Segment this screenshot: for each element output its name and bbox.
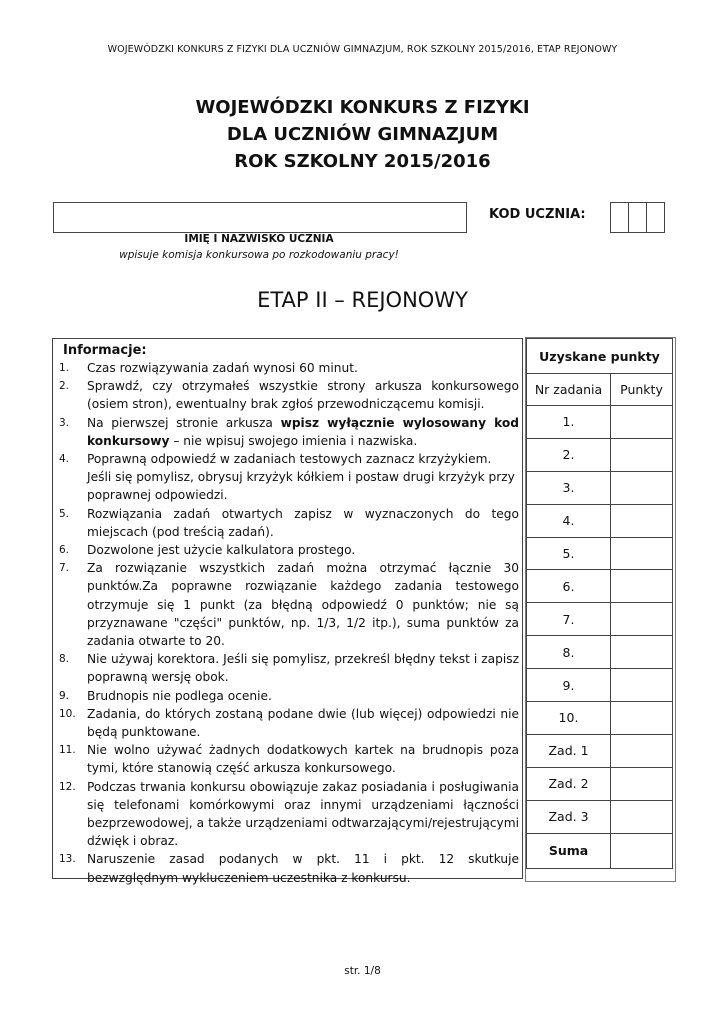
- points-cell[interactable]: [611, 537, 673, 570]
- task-number-cell: 1.: [527, 406, 611, 439]
- information-list: [59, 359, 519, 887]
- table-row: [527, 603, 673, 636]
- list-item: [59, 741, 519, 777]
- student-code-box-3[interactable]: [646, 202, 665, 233]
- page-title: [0, 94, 725, 175]
- task-number-cell: 6.: [527, 570, 611, 603]
- information-box: [52, 338, 523, 885]
- student-code-box-1[interactable]: [610, 202, 629, 233]
- points-cell[interactable]: [611, 603, 673, 636]
- task-number-cell: 5.: [527, 537, 611, 570]
- list-item: [59, 559, 519, 650]
- student-name-note: wpisuje komisja konkursowa po rozkodowaniu pracy!: [119, 249, 399, 261]
- table-row: [527, 800, 673, 833]
- item-text: Naruszenie zasad podanych w pkt. 11 i pkt. 12 skutkuje bezwzględnym wykluczeniem uczestnika z konkursu.: [87, 852, 519, 885]
- item-text: Sprawdź, czy otrzymałeś wszystkie strony arkusza konkursowego (osiem stron), ewentualny brak zgłoś przewodniczącemu komisji.: [87, 379, 519, 412]
- task-number-cell: 10.: [527, 702, 611, 735]
- item-number: 1.: [59, 362, 70, 374]
- task-number-cell: 7.: [527, 603, 611, 636]
- list-item: [59, 505, 519, 541]
- item-number: 9.: [59, 689, 70, 702]
- list-item: [59, 450, 519, 505]
- list-item: [59, 414, 519, 450]
- item-number: 13.: [59, 853, 76, 866]
- task-number-cell: Zad. 2: [527, 767, 611, 800]
- points-cell[interactable]: [611, 406, 673, 439]
- title-line-2: DLA UCZNIÓW GIMNAZJUM: [226, 124, 499, 145]
- item-text: Zadania, do których zostaną podane dwie (lub więcej) odpowiedzi nie będą punktowane.: [87, 706, 519, 740]
- points-cell[interactable]: [611, 669, 673, 702]
- item-text: Nie wolno używać żadnych dodatkowych kartek na brudnopis poza tymi, które stanowią część arkusza konkursowego.: [87, 743, 519, 776]
- item-text: Czas rozwiązywania zadań wynosi 60 minut.: [87, 361, 358, 375]
- item-number: 6.: [59, 544, 70, 557]
- item-text: [87, 414, 519, 450]
- points-cell[interactable]: [611, 504, 673, 537]
- sum-points-cell[interactable]: [611, 833, 673, 868]
- item-number: 11.: [59, 744, 76, 757]
- list-item: [59, 778, 519, 851]
- points-cell[interactable]: [611, 570, 673, 603]
- table-row: [527, 438, 673, 471]
- task-number-cell: 3.: [527, 471, 611, 504]
- table-row: [527, 734, 673, 767]
- table-row: [527, 471, 673, 504]
- points-cell[interactable]: [611, 438, 673, 471]
- item-text: Poprawną odpowiedź w zadaniach testowych zaznacz krzyżykiem. Jeśli się pomylisz, obrysuj krzyżyk kółkiem i postaw drugi krzyżyk przy poprawnej odpowiedzi.: [87, 452, 515, 503]
- item-number: 8.: [59, 653, 70, 666]
- table-row: [527, 636, 673, 669]
- task-number-cell: Zad. 1: [527, 734, 611, 767]
- points-cell[interactable]: [611, 767, 673, 800]
- list-item: [59, 541, 519, 559]
- score-table: [526, 338, 673, 869]
- task-number-cell: 4.: [527, 504, 611, 537]
- information-title: Informacje:: [63, 343, 147, 358]
- item-text-emphasis: wpisz wyłącznie wylosowany kod konkursowy: [87, 415, 519, 448]
- list-item: [59, 359, 519, 377]
- table-row: [527, 669, 673, 702]
- student-code-field[interactable]: [611, 202, 665, 233]
- score-table-title: Uzyskane punkty: [527, 339, 673, 374]
- points-cell[interactable]: [611, 800, 673, 833]
- sum-label: Suma: [527, 833, 611, 868]
- table-row: [527, 504, 673, 537]
- task-number-cell: 8.: [527, 636, 611, 669]
- column-header-points: Punkty: [611, 374, 673, 406]
- item-text: Podczas trwania konkursu obowiązuje zakaz posiadania i posługiwania się telefonami komórkowymi oraz innymi urządzeniami łączności bezprzewodowej, a także urządzeniami odtwarzającymi/rejestrującymi dźwięk i obraz.: [87, 779, 519, 849]
- student-code-box-2[interactable]: [628, 202, 647, 233]
- student-code-label: KOD UCZNIA:: [489, 207, 586, 222]
- item-text: Dozwolone jest użycie kalkulatora prostego.: [87, 543, 356, 558]
- table-row: [527, 570, 673, 603]
- item-number: 10.: [59, 707, 76, 720]
- item-number: 3.: [59, 416, 70, 429]
- table-row: [527, 537, 673, 570]
- item-text: Brudnopis nie podlega ocenie.: [87, 688, 272, 703]
- table-row: [527, 767, 673, 800]
- item-number: 4.: [59, 453, 70, 466]
- item-number: 7.: [59, 562, 70, 575]
- page-number: str. 1/8: [344, 965, 381, 977]
- points-cell[interactable]: [611, 636, 673, 669]
- points-cell[interactable]: [611, 702, 673, 735]
- item-text-part: – nie wpisuj swojego imienia i nazwiska.: [169, 433, 418, 448]
- points-cell[interactable]: [611, 734, 673, 767]
- task-number-cell: 2.: [527, 438, 611, 471]
- stage-title: ETAP II – REJONOWY: [257, 288, 468, 312]
- list-item: [59, 650, 519, 686]
- student-name-label: IMIĘ I NAZWISKO UCZNIA: [184, 233, 334, 245]
- task-number-cell: 9.: [527, 669, 611, 702]
- task-number-cell: Zad. 3: [527, 800, 611, 833]
- item-text-part: Na pierwszej stronie arkusza: [87, 415, 281, 430]
- title-line-3: ROK SZKOLNY 2015/2016: [234, 151, 491, 172]
- student-name-field[interactable]: [53, 202, 467, 233]
- score-rows: [527, 406, 673, 834]
- item-number: 5.: [59, 507, 70, 520]
- list-item: [59, 377, 519, 413]
- list-item: [59, 850, 519, 886]
- column-header-task: Nr zadania: [527, 374, 611, 406]
- points-cell[interactable]: [611, 471, 673, 504]
- list-item: [59, 687, 519, 705]
- item-number: 2.: [59, 380, 70, 393]
- title-line-1: WOJEWÓDZKI KONKURS Z FIZYKI: [195, 97, 530, 118]
- item-text: Rozwiązania zadań otwartych zapisz w wyznaczonych do tego miejscach (pod treścią zadań).: [87, 506, 519, 539]
- item-number: 12.: [59, 780, 76, 793]
- table-row: [527, 702, 673, 735]
- item-text: Nie używaj korektora. Jeśli się pomylisz, przekreśl błędny tekst i zapisz poprawną wersję obok.: [87, 652, 519, 685]
- item-text: Za rozwiązanie wszystkich zadań można otrzymać łącznie 30 punktów.Za poprawne rozwiązanie każdego zadania testowego otrzymuje się 1 punkt (za błędną odpowiedź 0 punktów; nie są przyznawane "części" punktów, np. 1/3, 1/2 itp.), suma punktów za zadania otwarte to 20.: [87, 561, 519, 649]
- running-header: WOJEWÓDZKI KONKURS Z FIZYKI DLA UCZNIÓW GIMNAZJUM, ROK SZKOLNY 2015/2016, ETAP REJONOWY: [107, 44, 618, 55]
- table-row: [527, 406, 673, 439]
- list-item: [59, 705, 519, 741]
